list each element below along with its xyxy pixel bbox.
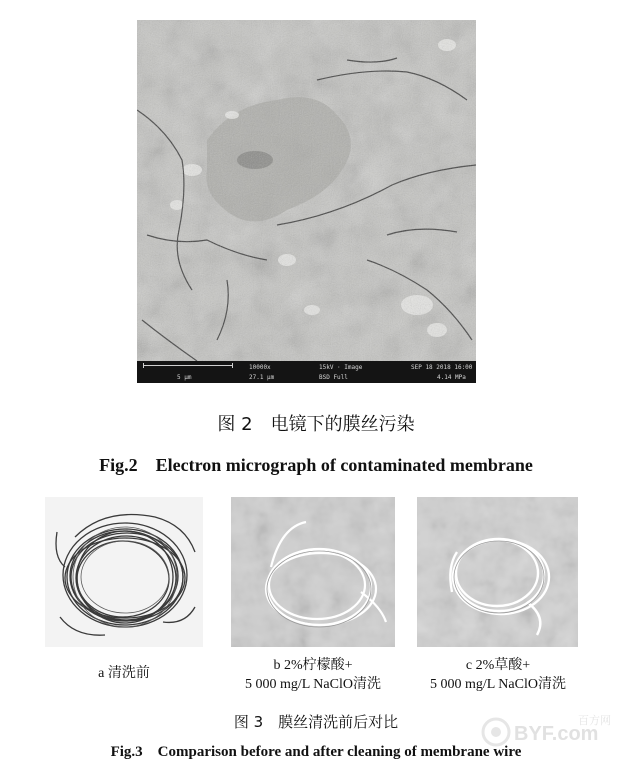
figure-2-caption-cn: 图 2 电镜下的膜丝污染 [217,414,415,435]
photo-citric-acid-cleaning [231,497,395,647]
watermark-brand-cn: 百方网 [578,714,611,727]
panel-b-caption-line1: b 2%柠檬酸+ [273,658,353,673]
panel-a-caption-line1: a 清洗前 [98,666,150,681]
sem-date: SEP 18 2018 16:00 [411,364,473,371]
panel-b-caption [211,656,415,694]
coiled-fiber-dark [45,497,203,647]
sem-width: 27.1 μm [249,374,275,381]
figure-2-caption-en: Fig.2 Electron micrograph of contaminated membrane [99,455,533,475]
figure-3-caption-cn: 图 3 膜丝清洗前后对比 [233,713,399,731]
panel-c-caption-line1: c 2%草酸+ [465,658,531,673]
figure-3-caption-en: Fig.3 Comparison before and after cleaning of membrane wire [110,744,522,760]
panel-c-caption-line2: 5 000 mg/L NaClO清洗 [430,677,566,692]
sem-micrograph [137,20,476,383]
panel-b-caption-line2: 5 000 mg/L NaClO清洗 [245,677,381,692]
sem-info-bar [137,361,476,383]
sem-scale-label: 5 μm [177,374,192,381]
sem-detector: BSD Full [319,374,348,381]
watermark-brand: BYF.com [514,723,599,745]
photo-oxalic-acid-cleaning [417,497,578,647]
coiled-fiber-white [417,497,578,647]
sem-voltage: 15kV · Image [319,364,363,371]
sem-magnification: 10000x [249,364,271,371]
coiled-fiber-light [231,497,395,647]
sem-pressure: 4.14 MPa [437,374,466,381]
panel-a-caption [45,664,203,683]
panel-c-caption [396,656,600,694]
sem-surface-image [137,20,476,361]
scale-bar [143,365,233,366]
photo-before-cleaning [45,497,203,647]
